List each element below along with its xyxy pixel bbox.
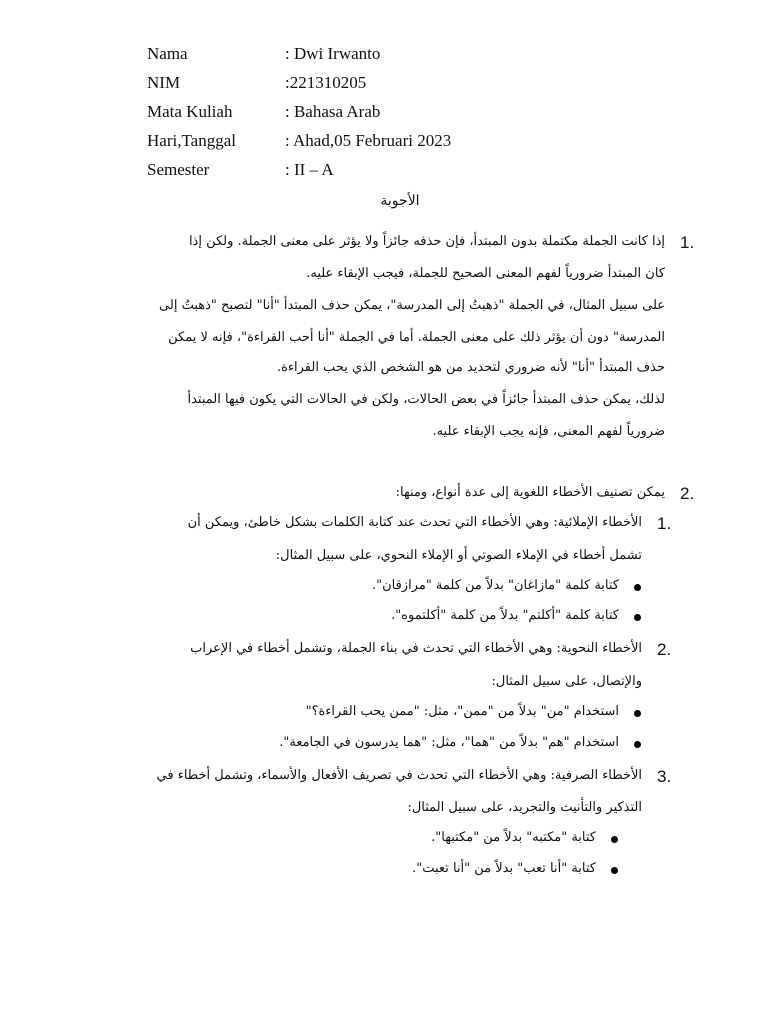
- answer-line: ضرورياً لفهم المعنى، فإنه يجب الإبقاء عليه.: [432, 424, 665, 439]
- answer-line: حذف المبتدأ "أنا" لأنه ضروري لتحديد من هو الشخص الذي يحب القراءة.: [276, 360, 665, 375]
- bullet-text: استخدام "من" بدلاً من "ممن"، مثل: "ممن يحب القراءة؟": [305, 704, 619, 719]
- bullet-text: كتابة "أنا تعب" بدلاً من "أنا تعبت".: [412, 861, 596, 876]
- bullet-icon: [634, 710, 641, 717]
- sub-item-number: 3.: [657, 767, 672, 786]
- answer-line: كان المبتدأ ضرورياً لفهم المعنى الصحيح للجملة، فيجب الإبقاء عليه.: [306, 266, 665, 281]
- header-label: NIM: [147, 73, 181, 92]
- sub-item-line: الأخطاء النحوية: وهي الأخطاء التي تحدث في بناء الجملة، وتشمل أخطاء في الإعراب: [190, 641, 642, 656]
- sub-item-line: تشمل أخطاء في الإملاء الصوتي أو الإملاء النحوي، على سبيل المثال:: [275, 548, 642, 563]
- header-value: : II – A: [285, 160, 334, 179]
- header-value: : Dwi Irwanto: [285, 44, 381, 63]
- sub-item-line: الأخطاء الصرفية: وهي الأخطاء التي تحدث في تصريف الأفعال والأسماء، وتشمل أخطاء في: [156, 768, 642, 783]
- answer-line: لذلك، يمكن حذف المبتدأ جائزاً في بعض الحالات، ولكن في الحالات التي يكون فيها المبتدأ: [187, 392, 665, 407]
- sub-item-number: 1.: [657, 514, 672, 533]
- bullet-icon: [611, 836, 618, 843]
- header-value: : Ahad,05 Februari 2023: [285, 131, 452, 150]
- page-title: الأجوبة: [380, 193, 420, 209]
- sub-item-line: الأخطاء الإملائية: وهي الأخطاء التي تحدث عند كتابة الكلمات بشكل خاطئ، ويمكن أن: [187, 515, 642, 530]
- sub-item-line: التذكير والتأنيث والتجريد، على سبيل المثال:: [407, 800, 642, 815]
- sub-item-line: والإتصال، على سبيل المثال:: [491, 674, 642, 689]
- header-label: Mata Kuliah: [147, 102, 233, 121]
- bullet-icon: [634, 584, 641, 591]
- answer-number: 1.: [680, 233, 695, 252]
- answer-line: المدرسة" دون أن يؤثر ذلك على معنى الجملة. أما في الجملة "أنا أحب القراءة"، فإنه لا يمكن: [168, 330, 665, 345]
- bullet-text: كتابة كلمة "أكلتم" بدلاً من كلمة "أكلتموه".: [391, 608, 619, 623]
- header-label: Nama: [147, 44, 188, 63]
- bullet-text: كتابة كلمة "مازاغان" بدلاً من كلمة "مرازقان".: [371, 578, 619, 593]
- answer-line: على سبيل المثال، في الجملة "ذهبتُ إلى المدرسة"، يمكن حذف المبتدأ "أنا" لتصبح "ذهبتُ إلى: [159, 298, 665, 313]
- answer-intro: يمكن تصنيف الأخطاء اللغوية إلى عدة أنواع، ومنها:: [395, 485, 665, 500]
- answer-line: إذا كانت الجملة مكتملة بدون المبتدأ، فإن حذفه جائزاً ولا يؤثر على معنى الجملة. ولكن إذا: [188, 234, 665, 249]
- bullet-text: استخدام "هم" بدلاً من "هما"، مثل: "هما يدرسون في الجامعة".: [279, 735, 619, 750]
- header-value: : Bahasa Arab: [285, 102, 381, 121]
- answer-number: 2.: [680, 484, 695, 503]
- header-value: :221310205: [285, 73, 367, 92]
- header-label: Semester: [147, 160, 210, 179]
- bullet-icon: [611, 867, 618, 874]
- bullet-icon: [634, 614, 641, 621]
- sub-item-number: 2.: [657, 640, 672, 659]
- bullet-icon: [634, 741, 641, 748]
- bullet-text: كتابة "مكتبه" بدلاً من "مكتبها".: [431, 830, 596, 845]
- header-label: Hari,Tanggal: [147, 131, 236, 150]
